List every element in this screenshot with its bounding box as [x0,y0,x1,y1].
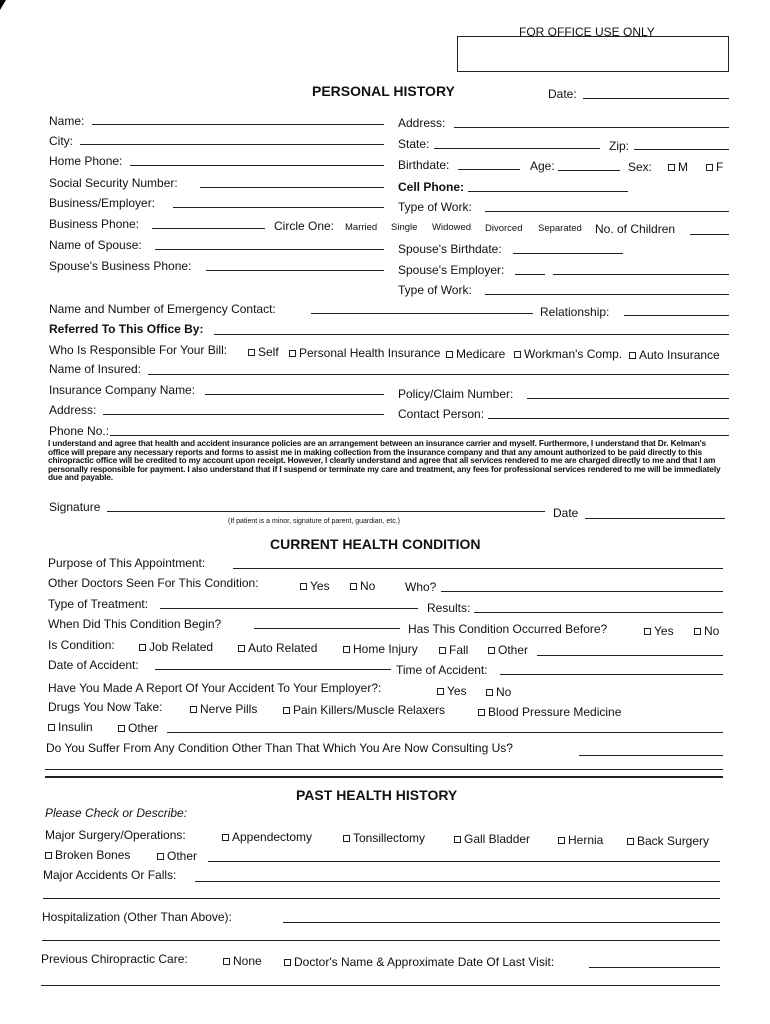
zip-label: Zip: [609,139,630,153]
begin-label: When Did This Condition Begin? [48,617,222,631]
checkbox-icon [238,645,245,652]
signature-field[interactable] [107,511,545,512]
address-label: Address: [398,116,446,130]
cell-phone-field[interactable] [468,191,628,192]
contact-person-label: Contact Person: [398,407,485,421]
relationship-label: Relationship: [540,305,610,319]
children-field[interactable] [690,234,729,235]
chiro-field-line-2[interactable] [41,985,720,986]
ssn-label: Social Security Number: [49,176,178,190]
personal-history-title: PERSONAL HISTORY [312,83,455,99]
checkbox-icon [118,725,125,732]
referred-field[interactable] [214,334,729,335]
responsible-label: Who Is Responsible For Your Bill: [49,343,228,357]
checkbox-icon [283,707,290,714]
signature-date-field[interactable] [585,518,725,519]
checkbox-icon [514,351,521,358]
checkbox-icon [486,689,493,696]
condition-other-field[interactable] [537,655,723,656]
spouse-employer-label: Spouse's Employer: [398,263,505,277]
business-phone-label: Business Phone: [49,217,140,231]
type-of-work-2-label: Type of Work: [398,283,472,297]
name-label: Name: [49,114,85,128]
checkbox-icon [629,352,636,359]
phone-no-field[interactable] [110,435,729,436]
date-field[interactable] [583,98,729,99]
drug-blood-pressure[interactable]: Blood Pressure Medicine [478,705,621,719]
occurred-before-label: Has This Condition Occurred Before? [408,622,608,636]
state-field[interactable] [434,148,600,149]
relationship-field[interactable] [624,315,729,316]
marital-single[interactable]: Single [391,222,418,233]
treatment-label: Type of Treatment: [48,597,149,611]
office-use-box [457,36,729,72]
suffer-field-line-2[interactable] [45,769,723,770]
is-condition-label: Is Condition: [48,638,115,652]
checkbox-icon [343,835,350,842]
current-health-title: CURRENT HEALTH CONDITION [270,536,481,552]
past-health-title: PAST HEALTH HISTORY [296,787,458,803]
accident-time-label: Time of Accident: [396,663,488,677]
office-use-label: FOR OFFICE USE ONLY [519,25,655,39]
insurance-disclaimer: I understand and agree that health and accident insurance policies are an arrangement between an insurance carrier and myself. Furthermore, I understand that Dr. Kelman's office will prepare any necessary reports and forms to assist me in making collection from the insurance company and that any amount authorized to be paid directly to this chiropractic office will be credited to my account upon receipt. However, I clearly understand and agree that all services rendered to me are charged directly to me and that I am personally responsible for payment. I also understand that if I suspend or terminate my care and treatment, any fees for professional services rendered to me will be immediately due and payable. [48,438,721,483]
checkbox-icon [644,628,651,635]
home-phone-field[interactable] [130,165,384,166]
business-employer-label: Business/Employer: [49,196,156,210]
name-field[interactable] [92,124,384,125]
checkbox-icon [706,164,713,171]
emergency-contact-field[interactable] [311,313,533,314]
surgery-hernia[interactable]: Hernia [558,833,603,847]
signature-label: Signature [49,500,101,514]
marital-married[interactable]: Married [345,222,378,233]
age-field[interactable] [558,170,620,171]
type-of-work-2-field[interactable] [485,294,729,295]
checkbox-icon [45,852,52,859]
scan-corner-mark [0,0,6,10]
surgery-appendectomy[interactable]: Appendectomy [222,830,312,844]
contact-person-field[interactable] [488,418,729,419]
circle-one-label: Circle One: [274,219,335,233]
check-describe-label: Please Check or Describe: [45,806,188,820]
sex-m-option[interactable]: M [668,160,688,174]
insured-field[interactable] [148,374,729,375]
drug-other[interactable]: Other [118,721,158,735]
spouse-name-field[interactable] [155,249,384,250]
policy-field[interactable] [527,398,729,399]
city-field[interactable] [80,144,384,145]
signature-note: (If patient is a minor, signature of parent, guardian, etc.) [228,518,400,525]
drugs-label: Drugs You Now Take: [48,700,163,714]
chiro-none[interactable]: None [223,954,262,968]
phone-no-label: Phone No.: [49,424,110,438]
policy-label: Policy/Claim Number: [398,387,514,401]
checkbox-icon [284,959,291,966]
sex-f-option[interactable]: F [706,160,723,174]
section-divider [45,776,723,778]
condition-home-injury[interactable]: Home Injury [343,642,418,656]
checkbox-icon [437,688,444,695]
accident-date-field[interactable] [155,669,391,670]
drug-nerve-pills[interactable]: Nerve Pills [190,702,257,716]
checkbox-icon [48,724,55,731]
type-of-work-label: Type of Work: [398,200,472,214]
checkbox-icon [222,834,229,841]
chiro-label: Previous Chiropractic Care: [41,952,188,966]
treatment-field[interactable] [160,608,418,609]
condition-job-related[interactable]: Job Related [139,640,213,654]
surgery-tonsillectomy[interactable]: Tonsillectomy [343,831,425,845]
accidents-field-line-2[interactable] [43,898,720,899]
who-label: Who? [405,580,437,594]
suffer-field[interactable] [579,755,723,756]
surgery-back[interactable]: Back Surgery [627,834,709,848]
business-employer-field[interactable] [173,207,384,208]
other-doctors-label: Other Doctors Seen For This Condition: [48,576,259,590]
checkbox-icon [248,349,255,356]
report-no[interactable]: No [486,685,511,699]
checkbox-icon [668,164,675,171]
hospitalization-field-line-2[interactable] [42,940,720,941]
insured-label: Name of Insured: [49,362,142,376]
emergency-contact-label: Name and Number of Emergency Contact: [49,302,276,316]
chiro-doctor-option[interactable]: Doctor's Name & Approximate Date Of Last Visit: [284,955,554,969]
resp-medicare-option[interactable]: Medicare [446,347,505,361]
birthdate-field[interactable] [458,169,520,170]
purpose-label: Purpose of This Appointment: [48,556,206,570]
purpose-field[interactable] [233,568,723,569]
checkbox-icon [343,646,350,653]
chiro-doctor-field[interactable] [589,967,720,968]
checkbox-icon [446,351,453,358]
results-field[interactable] [474,612,723,613]
accidents-label: Major Accidents Or Falls: [43,868,177,882]
accidents-field[interactable] [195,881,720,882]
other-doctors-yes[interactable]: Yes [300,579,330,593]
type-of-work-field[interactable] [485,211,729,212]
surgery-label: Major Surgery/Operations: [45,828,186,842]
cell-phone-label: Cell Phone: [398,180,465,194]
condition-other[interactable]: Other [488,643,528,657]
spouse-birthdate-field[interactable] [513,253,623,254]
checkbox-icon [223,958,230,965]
results-label: Results: [427,601,471,615]
checkbox-icon [558,837,565,844]
marital-divorced[interactable]: Divorced [485,223,523,234]
drug-pain-killers[interactable]: Pain Killers/Muscle Relaxers [283,703,445,717]
drug-other-field[interactable] [167,732,723,733]
spouse-employer-field-b[interactable] [553,274,729,275]
address-2-label: Address: [49,403,97,417]
suffer-label: Do You Suffer From Any Condition Other Than That Which You Are Now Consulting Us? [46,741,513,755]
condition-auto-related[interactable]: Auto Related [238,641,317,655]
resp-health-insurance-option[interactable]: Personal Health Insurance [289,346,440,360]
occurred-yes[interactable]: Yes [644,624,674,638]
surgery-other-field[interactable] [208,861,720,862]
accident-time-field[interactable] [500,674,723,675]
checkbox-icon [488,647,495,654]
who-field[interactable] [441,591,723,592]
business-phone-field[interactable] [152,228,265,229]
checkbox-icon [289,350,296,357]
report-label: Have You Made A Report Of Your Accident To Your Employer?: [48,681,382,695]
other-doctors-no[interactable]: No [350,579,375,593]
children-label: No. of Children [595,222,676,236]
date-label: Date: [548,87,577,101]
checkbox-icon [350,583,357,590]
checkbox-icon [478,709,485,716]
insurance-company-field[interactable] [205,394,384,395]
drug-insulin[interactable]: Insulin [48,720,93,734]
insurance-company-label: Insurance Company Name: [49,383,196,397]
marital-separated[interactable]: Separated [538,223,582,234]
surgery-gall-bladder[interactable]: Gall Bladder [454,832,530,846]
checkbox-icon [439,647,446,654]
spouse-business-phone-field[interactable] [206,270,384,271]
checkbox-icon [627,838,634,845]
resp-workmans-comp-option[interactable]: Workman's Comp. [514,347,622,361]
marital-widowed[interactable]: Widowed [432,222,472,233]
state-label: State: [398,137,430,151]
signature-date-label: Date [553,506,579,520]
occurred-no[interactable]: No [694,624,719,638]
hospitalization-label: Hospitalization (Other Than Above): [42,910,232,924]
checkbox-icon [190,706,197,713]
resp-auto-insurance-option[interactable]: Auto Insurance [629,348,720,362]
ssn-field[interactable] [200,187,384,188]
begin-field[interactable] [254,628,400,629]
spouse-birthdate-label: Spouse's Birthdate: [398,242,502,256]
spouse-name-label: Name of Spouse: [49,238,142,252]
checkbox-icon [157,853,164,860]
home-phone-label: Home Phone: [49,154,123,168]
sex-label: Sex: [628,160,653,174]
address-2-field[interactable] [103,414,384,415]
checkbox-icon [454,836,461,843]
city-label: City: [49,134,73,148]
condition-fall[interactable]: Fall [439,643,468,657]
checkbox-icon [300,583,307,590]
age-label: Age: [530,159,555,173]
accident-date-label: Date of Accident: [48,658,139,672]
spouse-business-phone-label: Spouse's Business Phone: [49,259,192,273]
checkbox-icon [694,628,701,635]
hospitalization-field[interactable] [283,922,720,923]
surgery-other[interactable]: Other [157,849,197,863]
address-field[interactable] [454,127,729,128]
surgery-broken-bones[interactable]: Broken Bones [45,848,130,862]
zip-field[interactable] [634,149,729,150]
resp-self-option[interactable]: Self [248,345,279,359]
checkbox-icon [139,644,146,651]
birthdate-label: Birthdate: [398,158,450,172]
referred-label: Referred To This Office By: [49,322,204,336]
spouse-employer-field-a[interactable] [515,274,545,275]
report-yes[interactable]: Yes [437,684,467,698]
